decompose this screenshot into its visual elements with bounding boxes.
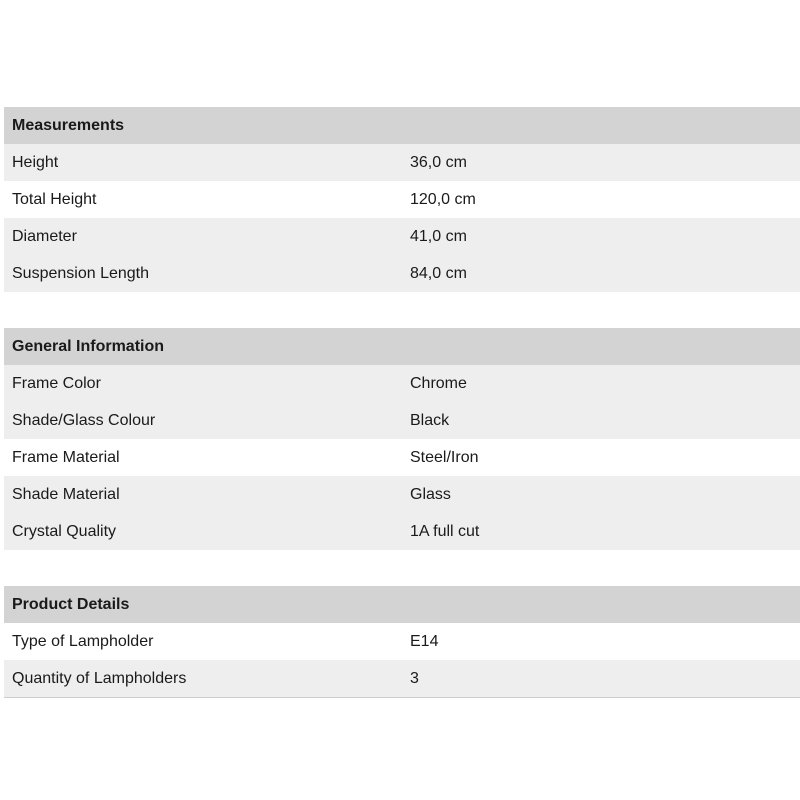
row-value: 36,0 cm [410,153,467,171]
row-value: Steel/Iron [410,448,479,466]
table-bottom-divider [4,697,800,698]
section-title: Product Details [4,586,800,623]
measurements-section [4,107,800,292]
row-value: 120,0 cm [410,190,476,208]
table-row [4,660,800,697]
table-row [4,623,800,660]
row-value: 1A full cut [410,522,480,540]
general-information-section [4,328,800,550]
table-row [4,365,800,402]
row-label: Frame Color [12,374,101,392]
section-title: Measurements [4,107,800,144]
row-label: Type of Lampholder [12,632,154,650]
table-row [4,439,800,476]
table-row [4,476,800,513]
table-row [4,513,800,550]
table-row [4,181,800,218]
section-title: General Information [4,328,800,365]
row-label: Quantity of Lampholders [12,669,187,687]
row-value: 84,0 cm [410,264,467,282]
table-row [4,255,800,292]
row-label: Height [12,153,59,171]
row-label: Shade/Glass Colour [12,411,156,429]
row-label: Shade Material [12,485,120,503]
row-value: Black [410,411,450,429]
row-label: Diameter [12,227,77,245]
row-label: Total Height [12,190,97,208]
row-value: 41,0 cm [410,227,467,245]
row-value: Glass [410,485,451,503]
row-value: E14 [410,632,439,650]
row-value: 3 [410,669,419,687]
product-details-section [4,586,800,697]
row-label: Crystal Quality [12,522,117,540]
table-row [4,402,800,439]
table-row [4,218,800,255]
table-row [4,144,800,181]
row-value: Chrome [410,374,467,392]
row-label: Suspension Length [12,264,149,282]
row-label: Frame Material [12,448,120,466]
